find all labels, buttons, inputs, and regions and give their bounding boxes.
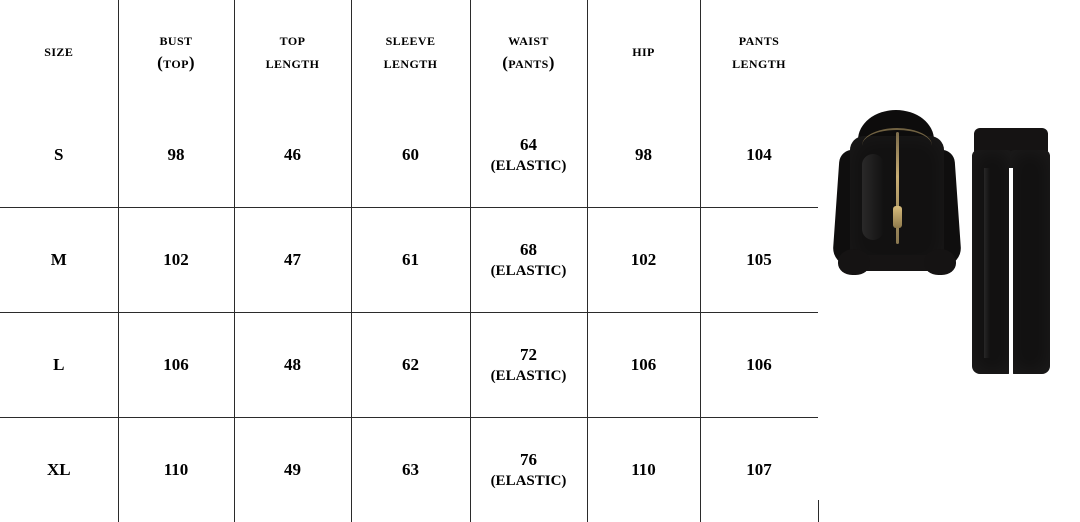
cell-size: L: [0, 313, 118, 418]
cell-bust: 102: [118, 208, 234, 313]
jacket-velvet-sheen: [862, 154, 884, 240]
cell-top-length: 49: [234, 418, 351, 522]
table-row: [0, 103, 818, 208]
product-photo-area: [818, 0, 1080, 500]
jacket-left-cuff: [838, 249, 870, 275]
cell-size: S: [0, 103, 118, 208]
cell-bust: 106: [118, 313, 234, 418]
column-header-pants-length: pants length: [700, 0, 818, 103]
cell-bust: 98: [118, 103, 234, 208]
pants-left-leg: [972, 150, 1012, 374]
jacket-image: [836, 110, 958, 305]
cell-waist: 68 (ELASTIC): [470, 208, 587, 313]
table-header-row: [0, 0, 818, 103]
column-header-hip: hip: [587, 0, 700, 103]
table-row: [0, 208, 818, 313]
cell-top-length: 47: [234, 208, 351, 313]
cell-hip: 102: [587, 208, 700, 313]
cell-sleeve-length: 60: [351, 103, 470, 208]
cell-sleeve-length: 61: [351, 208, 470, 313]
cell-waist: 76 (ELASTIC): [470, 418, 587, 522]
column-header-waist: waist (pants): [470, 0, 587, 103]
zipper-pull-icon: [893, 206, 902, 228]
jacket-right-cuff: [924, 249, 956, 275]
cell-bust: 110: [118, 418, 234, 522]
cell-waist: 72 (ELASTIC): [470, 313, 587, 418]
table-row: [0, 313, 818, 418]
column-header-sleeve-length: sleeve length: [351, 0, 470, 103]
cell-pants-length: 104: [700, 103, 818, 208]
cell-sleeve-length: 63: [351, 418, 470, 522]
column-header-bust: bust (top): [118, 0, 234, 103]
cell-top-length: 46: [234, 103, 351, 208]
cell-hip: 110: [587, 418, 700, 522]
cell-pants-length: 105: [700, 208, 818, 313]
cell-hip: 106: [587, 313, 700, 418]
cell-hip: 98: [587, 103, 700, 208]
table-row: [0, 418, 818, 522]
cell-pants-length: 107: [700, 418, 818, 522]
cell-top-length: 48: [234, 313, 351, 418]
pants-velvet-sheen: [984, 168, 990, 358]
pants-image: [966, 128, 1056, 374]
cell-waist: 64 (ELASTIC): [470, 103, 587, 208]
pants-right-leg: [1010, 150, 1050, 374]
cell-sleeve-length: 62: [351, 313, 470, 418]
cell-pants-length: 106: [700, 313, 818, 418]
cell-size: XL: [0, 418, 118, 522]
cell-size: M: [0, 208, 118, 313]
column-header-size: size: [0, 0, 118, 103]
pants-leg-gap: [1009, 168, 1013, 374]
column-header-top-length: top length: [234, 0, 351, 103]
